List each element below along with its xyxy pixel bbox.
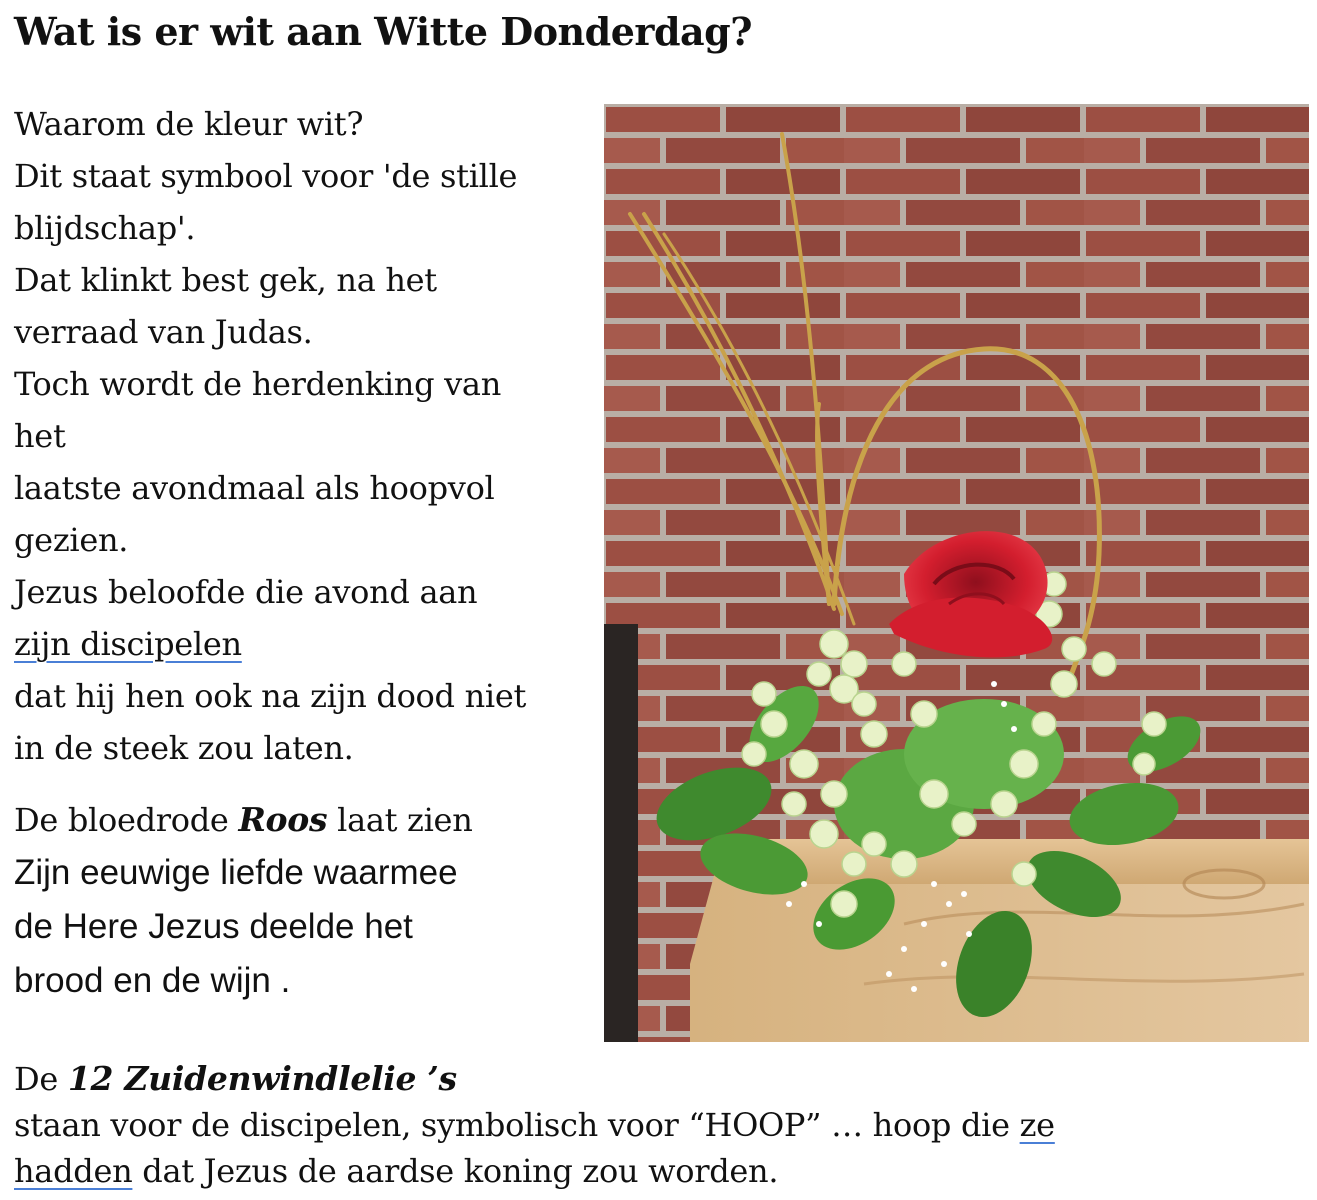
- text-line: gezien.: [14, 521, 129, 559]
- dark-pole: [604, 624, 638, 1042]
- text-line: verraad van Judas.: [14, 313, 313, 351]
- text-segment: dat Jezus de aardse koning zou worden.: [132, 1152, 779, 1190]
- text-line: Jezus beloofde die avond aan: [14, 573, 478, 611]
- text-segment: De: [14, 1060, 68, 1098]
- underlined-phrase: hadden: [14, 1152, 133, 1190]
- text-segment: laat zien: [327, 801, 473, 839]
- page-title: Wat is er wit aan Witte Donderdag?: [14, 9, 752, 54]
- text-line: dat hij hen ook na zijn dood niet: [14, 677, 527, 715]
- text-line: [14, 794, 473, 846]
- text-line: Dat klinkt best gek, na het: [14, 261, 437, 299]
- text-line: in de steek zou laten.: [14, 729, 354, 767]
- text-line: blijdschap'.: [14, 209, 196, 247]
- text-line: [14, 1102, 1055, 1148]
- text-line: Toch wordt de herdenking van: [14, 365, 502, 403]
- text-line: [14, 1056, 457, 1102]
- emphasis-lilies: 12 Zuidenwindlelie ’s: [67, 1059, 457, 1098]
- spelling-flagged-text: [14, 618, 242, 670]
- text-line: Zijn eeuwige liefde waarmee: [14, 853, 458, 892]
- text-segment: De bloedrode: [14, 801, 239, 839]
- emphasis-rose: Roos: [238, 800, 328, 839]
- text-segment: staan voor de discipelen, symbolisch voor “HOOP” … hoop die: [14, 1106, 1020, 1144]
- underlined-phrase: zijn discipelen: [14, 625, 242, 663]
- text-line: laatste avondmaal als hoopvol: [14, 469, 495, 507]
- text-line: het: [14, 417, 66, 455]
- text-line: de Here Jezus deelde het: [14, 907, 413, 946]
- text-line: [14, 1148, 778, 1194]
- text-line: Waarom de kleur wit?: [14, 105, 364, 143]
- text-line: Dit staat symbool voor 'de stille: [14, 157, 518, 195]
- flower-arrangement-photo: [604, 104, 1309, 1042]
- underlined-phrase: ze: [1019, 1106, 1055, 1144]
- text-line: brood en de wijn .: [14, 961, 291, 1000]
